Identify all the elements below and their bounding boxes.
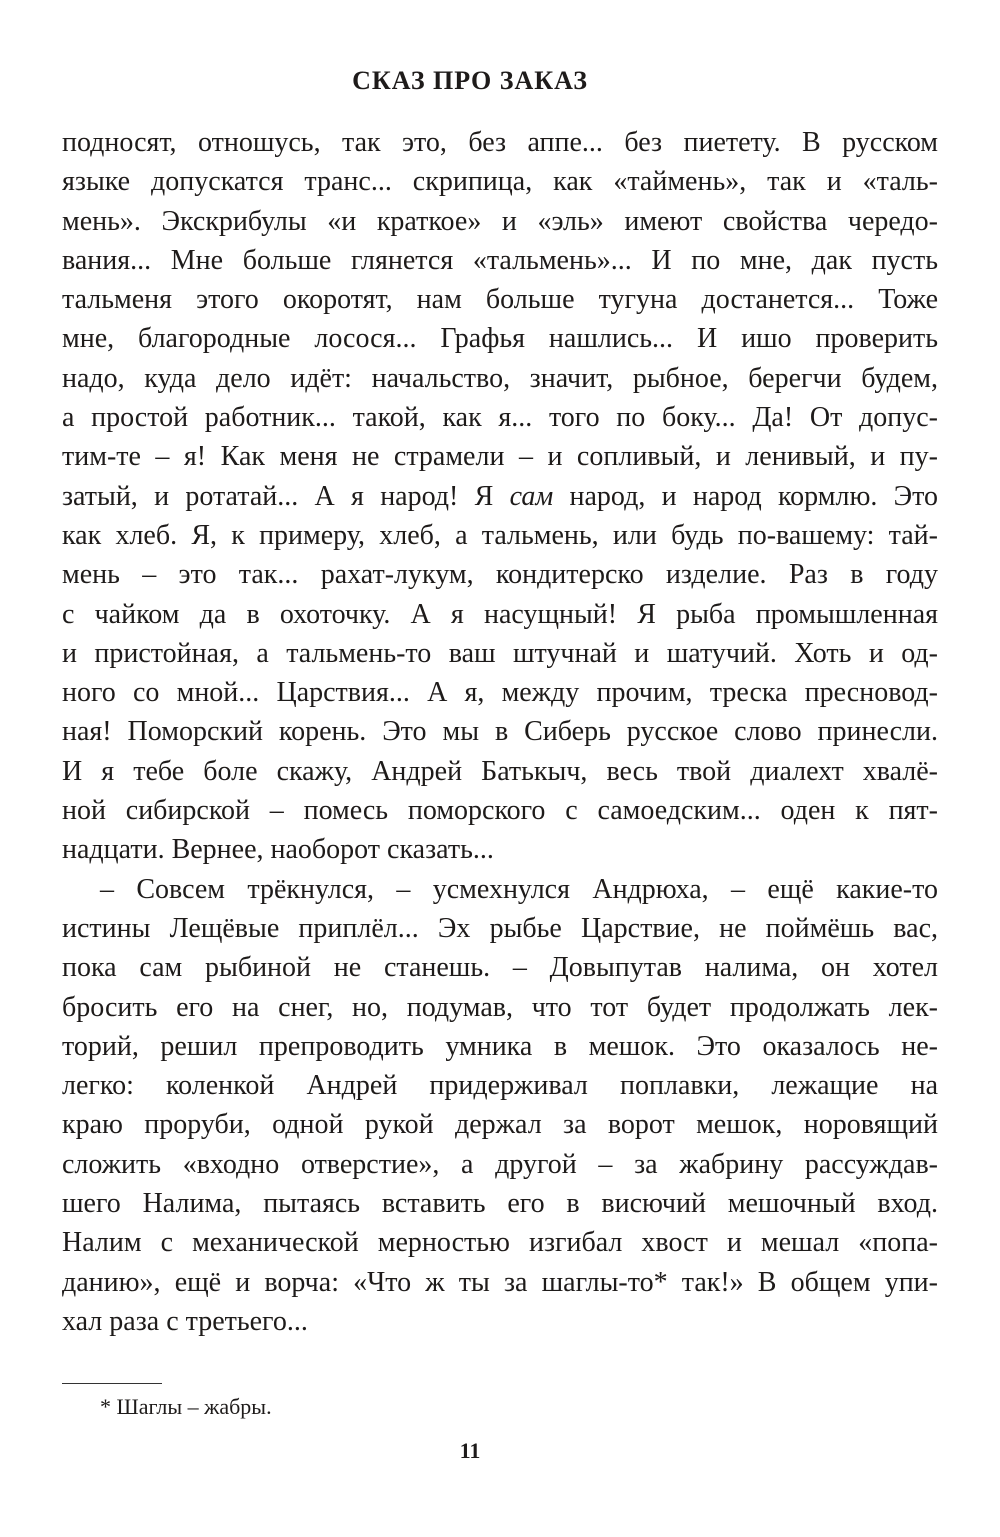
text-line: краю проруби, одной рукой держал за ворот мешок, норовящий (62, 1109, 938, 1141)
text-line: хал раза с третьего... (62, 1305, 308, 1337)
text-line: надо, куда дело идёт: начальство, значит, рыбное, берегчи будем, (62, 362, 938, 394)
page-number: 11 (459, 1438, 481, 1463)
text-line: подносят, отношусь, так это, без аппе... без пиетету. В русском (62, 127, 938, 158)
running-title: СКАЗ ПРО ЗАКАЗ (352, 66, 588, 95)
text-line: с чайком да в охоточку. А я насущный! Я рыба промышленная (62, 598, 938, 630)
text-line: ная! Поморский корень. Это мы в Сиберь русское слово принесли. (62, 716, 938, 748)
italic-word: сам (509, 480, 554, 512)
text-line (62, 477, 938, 516)
text-line: мень – это так... рахат-лукум, кондитерско изделие. Раз в году (62, 559, 938, 591)
text-line: как хлеб. Я, к примеру, хлеб, а тальмень, или будь по-вашему: тай- (62, 519, 938, 551)
text-line: языке допускатся транс... скрипица, как «таймень», так и «таль- (62, 166, 938, 198)
text-line: истины Лещёвые приплёл... Эх рыбье Царствие, не поймёшь вас, (62, 912, 938, 944)
text-line: Налим с механической мерностью изгибал хвост и мешал «попа- (62, 1227, 938, 1259)
text-line: ной сибирской – помесь поморского с самоедским... оден к пят- (62, 795, 938, 827)
footnote-divider (62, 1383, 162, 1384)
text-line: надцати. Вернее, наоборот сказать... (62, 834, 494, 866)
text-line: легко: коленкой Андрей придерживал поплавки, лежащие на (62, 1070, 938, 1102)
text-segment: затый, и ротатай... А я народ! Я (62, 480, 510, 512)
text-line: шего Налима, пытаясь вставить его в висючий мешочный вход. (62, 1188, 938, 1220)
text-line: тальменя этого окоротят, нам больше тугуна достанется... Тоже (62, 284, 938, 316)
text-line: бросить его на снег, но, подумав, что тот будет продолжать лек- (62, 991, 938, 1023)
footnote: * Шаглы – жабры. (100, 1394, 272, 1419)
text-line: И я тебе боле скажу, Андрей Батькыч, весь твой диалехт хвалё- (62, 755, 938, 787)
text-line: мне, благородные лосося... Графья нашлись... И ишо проверить (62, 323, 938, 355)
text-line: тим-те – я! Как меня не страмели – и сопливый, и ленивый, и пу- (62, 441, 938, 473)
text-line: торий, решил препроводить умника в мешок. Это оказалось не- (62, 1030, 938, 1062)
text-segment: народ, и народ кормлю. Это (553, 480, 938, 512)
text-line: данию», ещё и ворча: «Что ж ты за шаглы-то* так!» В общем упи- (62, 1266, 938, 1298)
text-line: – Совсем трёкнулся, – усмехнулся Андрюха, – ещё какие-то (100, 873, 938, 905)
text-line: вания... Мне больше глянется «тальмень»... И по мне, дак пусть (62, 244, 938, 276)
body-text (62, 123, 938, 1341)
text-line: и пристойная, а тальмень-то ваш штучнай и шатучий. Хоть и од- (62, 637, 938, 669)
text-line: пока сам рыбиной не станешь. – Довыпутав налима, он хотел (62, 952, 938, 984)
text-line: а простой работник... такой, как я... того по боку... Да! От допус- (62, 402, 938, 434)
text-line: мень». Экскрибулы «и краткое» и «эль» имеют свойства чередо- (62, 205, 938, 237)
text-line: сложить «входно отверстие», а другой – за жабрину рассуждав- (62, 1148, 938, 1180)
text-line: ного со мной... Царствия... А я, между прочим, треска пресновод- (62, 677, 938, 709)
